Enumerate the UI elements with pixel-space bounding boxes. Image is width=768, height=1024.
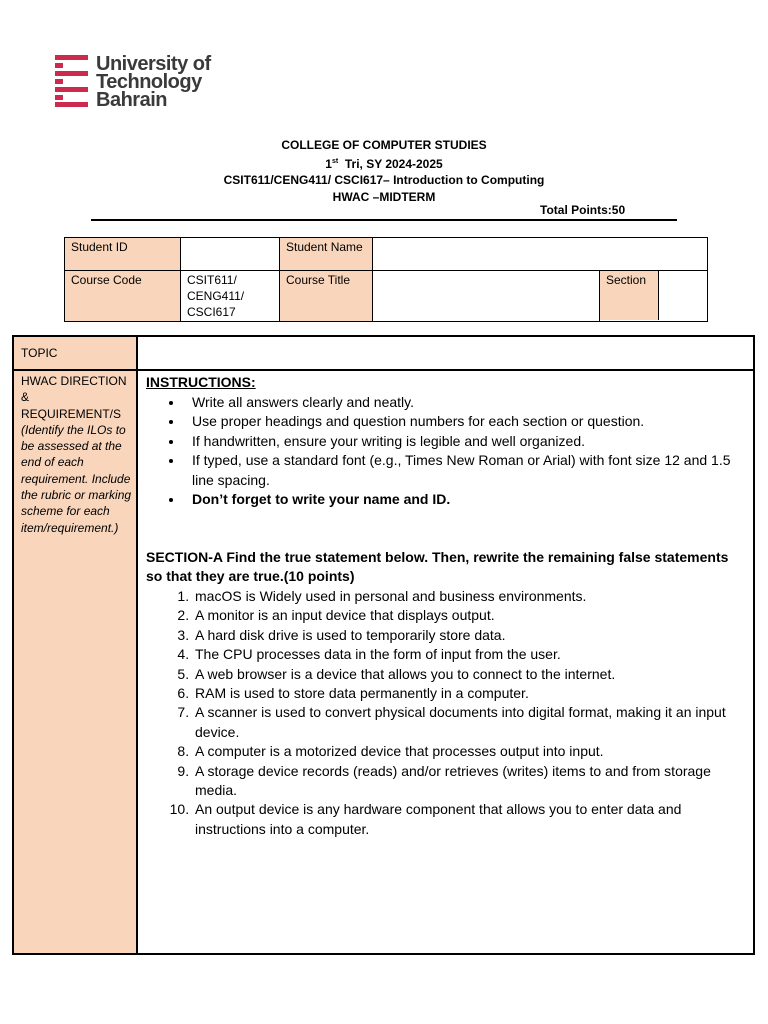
question-item: 1. macOS is Widely used in personal and business environments. bbox=[193, 587, 745, 606]
course-title-field[interactable] bbox=[373, 271, 600, 322]
logo-text bbox=[96, 55, 211, 109]
instructions-title: INSTRUCTIONS: bbox=[146, 374, 256, 390]
course-line: CSIT611/CENG411/ CSCI617– Introduction to Computing bbox=[223, 173, 545, 187]
question-item: 8. A computer is a motorized device that processes output into input. bbox=[193, 742, 745, 761]
instruction-item: • Use proper headings and question numbers for each section or question. bbox=[184, 412, 745, 432]
question-item: 9. A storage device records (reads) and/or retrieves (writes) items to and from storage media. bbox=[193, 762, 745, 801]
question-item: 3. A hard disk drive is used to temporarily store data. bbox=[193, 626, 745, 645]
instruction-item: • Write all answers clearly and neatly. bbox=[184, 393, 745, 413]
section-label: Section bbox=[600, 271, 659, 320]
instruction-item: • Don’t forget to write your name and ID. bbox=[184, 490, 745, 510]
logo-line-1: University of bbox=[96, 53, 211, 75]
university-logo bbox=[55, 55, 211, 109]
assessment-title: HWAC –MIDTERM bbox=[332, 189, 436, 204]
question-item: 7. A scanner is used to convert physical documents into digital format, making it an input device. bbox=[193, 703, 745, 742]
term-line: 1st Tri, SY 2024-2025 bbox=[325, 156, 443, 171]
total-points: Total Points:50 bbox=[540, 203, 626, 217]
topic-label: TOPIC bbox=[14, 337, 138, 371]
student-name-field[interactable] bbox=[373, 238, 708, 271]
course-title-label: Course Title bbox=[280, 271, 373, 322]
student-id-field[interactable] bbox=[181, 238, 280, 271]
document-header bbox=[0, 137, 768, 205]
question-item: 2. A monitor is an input device that displays output. bbox=[193, 606, 745, 625]
section-a-title: SECTION-A Find the true statement below. Then, rewrite the remaining false statements so that they are true.(10 points) bbox=[146, 549, 729, 585]
question-item: 6. RAM is used to store data permanently in a computer. bbox=[193, 684, 745, 703]
student-name-label: Student Name bbox=[280, 238, 373, 271]
question-item: 4. The CPU processes data in the form of input from the user. bbox=[193, 645, 745, 664]
question-item: 5. A web browser is a device that allows you to connect to the internet. bbox=[193, 665, 745, 684]
course-code-value: CSIT611/ CENG411/ CSCI617 bbox=[181, 271, 280, 322]
topic-field[interactable] bbox=[138, 337, 753, 371]
logo-mark-icon bbox=[55, 55, 88, 107]
assignment-table bbox=[12, 335, 755, 955]
instructions-list bbox=[146, 393, 745, 511]
course-code-label: Course Code bbox=[65, 271, 181, 322]
questions-list bbox=[146, 587, 745, 839]
logo-line-3: Bahrain bbox=[96, 89, 167, 111]
section-field[interactable] bbox=[659, 271, 707, 320]
student-id-label: Student ID bbox=[65, 238, 181, 271]
instructions-area bbox=[138, 371, 753, 953]
direction-note: (Identify the ILOs to be assessed at the end of each requirement. Include the rubric or marking scheme for each item/requirement.) bbox=[21, 422, 132, 535]
college-name: COLLEGE OF COMPUTER STUDIES bbox=[281, 138, 487, 152]
logo-line-2: Technology bbox=[96, 71, 202, 93]
instruction-item: • If typed, use a standard font (e.g., Times New Roman or Arial) with font size 12 and 1.5 line spacing. bbox=[184, 451, 745, 490]
student-info-table bbox=[64, 237, 708, 322]
instruction-item: • If handwritten, ensure your writing is legible and well organized. bbox=[184, 432, 745, 452]
question-item: 10. An output device is any hardware component that allows you to enter data and instructions into a computer. bbox=[193, 800, 745, 839]
header-divider bbox=[91, 219, 677, 221]
direction-column bbox=[14, 371, 138, 953]
direction-label: HWAC DIRECTION & REQUIREMENT/S bbox=[21, 374, 127, 421]
